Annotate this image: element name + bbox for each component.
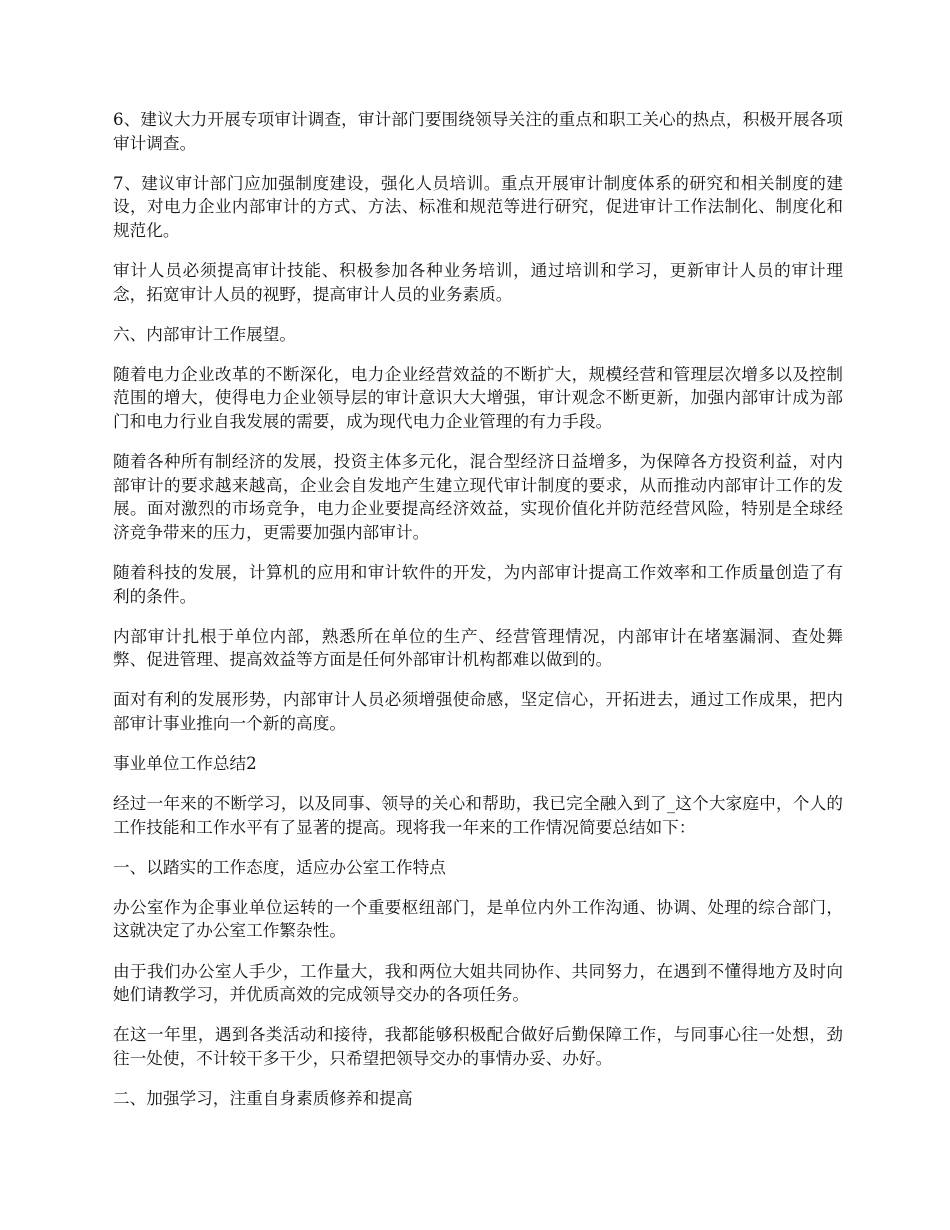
paragraph-mission: 面对有利的发展形势，内部审计人员必须增强使命感，坚定信心，开拓进去，通过工作成果，把内部审计事业推向一个新的高度。	[113, 690, 843, 733]
section-heading-attitude: 一、以踏实的工作态度，适应办公室工作特点	[113, 857, 446, 877]
paragraph-office-role: 办公室作为企事业单位运转的一个重要枢纽部门，是单位内外工作沟通、协调、处理的综合部门，这就决定了办公室工作繁杂性。	[113, 897, 843, 941]
paragraph-logistics: 在这一年里，遇到各类活动和接待，我都能够积极配合做好后勤保障工作，与同事心往一处想，劲往一处使，不计较干多干少，只希望把领导交办的事情办妥、办好。	[113, 1025, 843, 1068]
paragraph-suggestion-6: 6、建议大力开展专项审计调查，审计部门要围绕领导关注的重点和职工关心的热点，积极开展各项审计调查。	[113, 110, 843, 153]
paragraph-year-review: 经过一年来的不断学习，以及同事、领导的关心和帮助，我已完全融入到了_这个大家庭中，个人的工作技能和工作水平有了显著的提高。现将我一年来的工作情况简要总结如下：	[113, 794, 843, 837]
paragraph-ownership-economy: 随着各种所有制经济的发展，投资主体多元化，混合型经济日益增多，为保障各方投资利益，对内部审计的要求越来越高，企业会自发地产生建立现代审计制度的要求，从而推动内部审计工作的发展。面对激烈的市场竞争，电力企业要提高经济效益，实现价值化并防范经营风险，特别是全球经济竞争带来的压力，更需要加强内部审计。	[113, 452, 843, 542]
paragraph-internal-roots: 内部审计扎根于单位内部，熟悉所在单位的生产、经营管理情况，内部审计在堵塞漏洞、查处舞弊、促进管理、提高效益等方面是任何外部审计机构都难以做到的。	[113, 626, 843, 670]
paragraph-auditor-skills: 审计人员必须提高审计技能、积极参加各种业务培训，通过培训和学习，更新审计人员的审计理念，拓宽审计人员的视野，提高审计人员的业务素质。	[113, 260, 843, 304]
paragraph-reform: 随着电力企业改革的不断深化，电力企业经营效益的不断扩大，规模经营和管理层次增多以及控制范围的增大，使得电力企业领导层的审计意识大大增强，审计观念不断更新，加强内部审计成为部门和电力行业自我发展的需要，成为现代电力企业管理的有力手段。	[113, 364, 843, 431]
document-page	[113, 108, 843, 1127]
paragraph-suggestion-7: 7、建议审计部门应加强制度建设，强化人员培训。重点开展审计制度体系的研究和相关制度的建设，对电力企业内部审计的方式、方法、标准和规范等进行研究，促进审计工作法制化、制度化和规范化。	[113, 173, 843, 240]
paragraph-technology: 随着科技的发展，计算机的应用和审计软件的开发，为内部审计提高工作效率和工作质量创造了有利的条件。	[113, 562, 843, 606]
section-heading-learning: 二、加强学习，注重自身素质修养和提高	[113, 1088, 413, 1108]
section-title-summary-2: 事业单位工作总结2	[113, 753, 257, 773]
paragraph-teamwork: 由于我们办公室人手少，工作量大，我和两位大姐共同协作、共同努力，在遇到不懂得地方及时向她们请教学习，并优质高效的完成领导交办的各项任务。	[113, 961, 843, 1005]
section-heading-outlook: 六、内部审计工作展望。	[113, 324, 297, 344]
